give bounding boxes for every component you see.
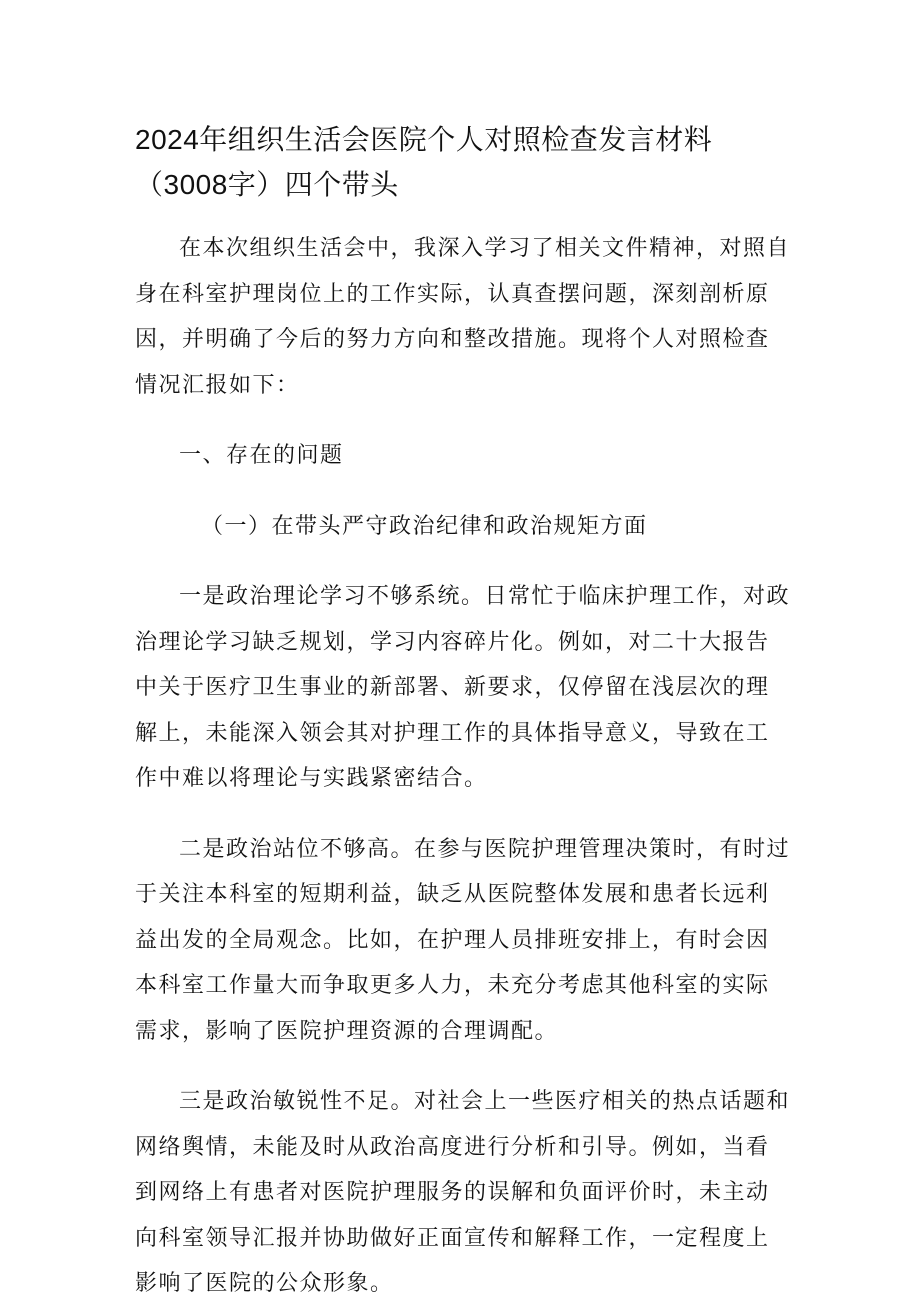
subsection-heading: （一）在带头严守政治纪律和政治规矩方面 (201, 513, 648, 539)
body-paragraph: 三是政治敏锐性不足。对社会上一些医疗相关的热点话题和网络舆情，未能及时从政治高度进行分析和引导。例如，当看到网络上有患者对医院护理服务的误解和负面评价时，未主动向科室领导汇报并协助做好正面宣传和解释工作，一定程度上影响了医院的公众形象。 (135, 1089, 791, 1296)
body-paragraph: 二是政治站位不够高。在参与医院护理管理决策时，有时过于关注本科室的短期利益，缺乏从医院整体发展和患者长远利益出发的全局观念。比如，在护理人员排班安排上，有时会因本科室工作量大而争取更多人力，未充分考虑其他科室的实际需求，影响了医院护理资源的合理调配。 (135, 836, 791, 1044)
section-heading: 一、存在的问题 (179, 443, 344, 468)
document-body (135, 226, 790, 1307)
intro-paragraph: 在本次组织生活会中，我深入学习了相关文件精神，对照自身在科室护理岗位上的工作实际，认真查摆问题，深刻剖析原因，并明确了今后的努力方向和整改措施。现将个人对照检查情况汇报如下： (135, 236, 791, 398)
body-paragraph: 一是政治理论学习不够系统。日常忙于临床护理工作，对政治理论学习缺乏规划，学习内容碎片化。例如，对二十大报告中关于医疗卫生事业的新部署、新要求，仅停留在浅层次的理解上，未能深入领会其对护理工作的具体指导意义，导致在工作中难以将理论与实践紧密结合。 (135, 584, 791, 791)
document-title: 2024年组织生活会医院个人对照检查发言材料（3008字）四个带头 (135, 124, 713, 200)
